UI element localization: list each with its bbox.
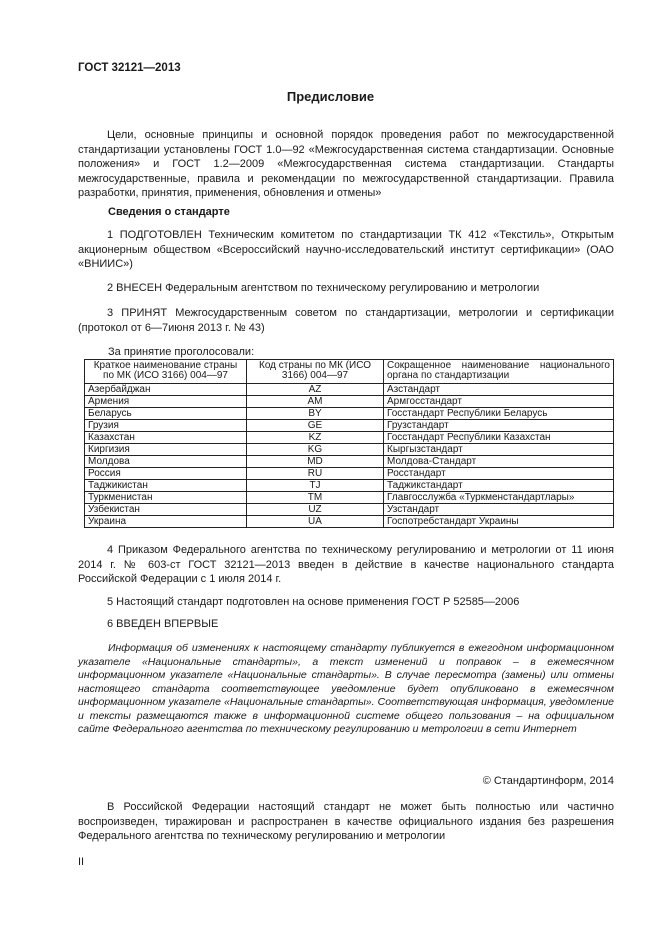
page-number: II	[78, 856, 85, 868]
table-row	[85, 516, 614, 528]
organ-cell: Узстандарт	[384, 504, 614, 516]
page-title: Предисловие	[286, 89, 375, 104]
country-cell: Туркменистан	[85, 492, 247, 504]
code-cell: UZ	[247, 504, 384, 516]
country-cell: Армения	[85, 396, 247, 408]
organ-cell: Кыргызстандарт	[384, 444, 614, 456]
country-cell: Беларусь	[85, 408, 247, 420]
intro-paragraph: Цели, основные принципы и основной порядок проведения работ по межгосударственной стандартизации установлены ГОСТ 1.0—92 «Межгосударственная система стандартизации. Основные положения» и ГОСТ 1.2—2009 «Межгосударственная система стандартизации. Стандарты межгосударственные, правила и рекомендации по межгосударственной стандартизации. Правила разработки, принятия, применения, обновления и отмены»	[78, 129, 614, 199]
item-1: 1 ПОДГОТОВЛЕН Техническим комитетом по стандартизации ТК 412 «Текстиль», Открытым акционерным обществом «Всероссийский научно-исследовательский институт сертификации» (ОАО «ВНИИС»)	[78, 229, 614, 270]
code-cell: KZ	[247, 432, 384, 444]
organ-cell: Грузстандарт	[384, 420, 614, 432]
item-2: 2 ВНЕСЕН Федеральным агентством по техническому регулированию и метрологии	[107, 282, 540, 294]
country-cell: Молдова	[85, 456, 247, 468]
table-header-row	[85, 360, 614, 384]
table-row	[85, 456, 614, 468]
organ-cell: Госпотребстандарт Украины	[384, 516, 614, 528]
header-organ: Сокращенное наименование национального органа по стандартизации	[384, 360, 614, 384]
code-cell: AZ	[247, 384, 384, 396]
table-row	[85, 504, 614, 516]
organ-cell: Госстандарт Республики Беларусь	[384, 408, 614, 420]
organ-cell: Росстандарт	[384, 468, 614, 480]
vote-table	[84, 359, 614, 528]
rights-paragraph: В Российской Федерации настоящий стандарт не может быть полностью или частично воспроизведен, тиражирован и распространен в качестве официального издания без разрешения Федерального агентства по техническому регулированию и метрологии	[78, 801, 614, 842]
header-country: Краткое наименование страны по МК (ИСО 3166) 004—97	[85, 360, 247, 384]
table-row	[85, 408, 614, 420]
code-cell: MD	[247, 456, 384, 468]
copyright: © Стандартинформ, 2014	[482, 775, 614, 787]
document-code: ГОСТ 32121—2013	[78, 62, 181, 74]
code-cell: GE	[247, 420, 384, 432]
organ-cell: Молдова-Стандарт	[384, 456, 614, 468]
vote-label: За принятие проголосовали:	[108, 346, 255, 358]
organ-cell: Госстандарт Республики Казахстан	[384, 432, 614, 444]
organ-cell: Азстандарт	[384, 384, 614, 396]
table-row	[85, 480, 614, 492]
item-5: 5 Настоящий стандарт подготовлен на основе применения ГОСТ Р 52585—2006	[107, 596, 520, 608]
table-row	[85, 468, 614, 480]
table-row	[85, 492, 614, 504]
country-cell: Киргизия	[85, 444, 247, 456]
item-4: 4 Приказом Федерального агентства по техническому регулированию и метрологии от 11 июня 2014 г. № 603-ст ГОСТ 32121—2013 введен в действие в качестве национального стандарта Российской Федерации с 1 июля 2014 г.	[78, 544, 614, 585]
item-6: 6 ВВЕДЕН ВПЕРВЫЕ	[107, 618, 219, 630]
country-cell: Украина	[85, 516, 247, 528]
organ-cell: Главгосслужба «Туркменстандартлары»	[384, 492, 614, 504]
publication-notice: Информация об изменениях к настоящему стандарту публикуется в ежегодном информационном указателе «Национальные стандарты», а текст изменений и поправок – в ежемесячном информационном указателе «Национальные стандарты». В случае пересмотра (замены) или отмены настоящего стандарта соответствующее уведомление будет опубликовано в ежемесячном информационном указателе «Национальные стандарты». Соответствующая информация, уведомление и тексты размещаются также в информационной системе общего пользования – на официальном сайте Федерального агентства по техническому регулированию и метрологии в сети Интернет	[78, 642, 614, 735]
code-cell: TJ	[247, 480, 384, 492]
code-cell: RU	[247, 468, 384, 480]
code-cell: TM	[247, 492, 384, 504]
code-cell: UA	[247, 516, 384, 528]
country-cell: Казахстан	[85, 432, 247, 444]
item-3: 3 ПРИНЯТ Межгосударственным советом по стандартизации, метрологии и сертификации (протокол от 6—7июня 2013 г. № 43)	[78, 307, 614, 334]
country-cell: Россия	[85, 468, 247, 480]
country-cell: Узбекистан	[85, 504, 247, 516]
country-cell: Азербайджан	[85, 384, 247, 396]
organ-cell: Таджикстандарт	[384, 480, 614, 492]
header-code: Код страны по МК (ИСО 3166) 004—97	[247, 360, 384, 384]
code-cell: KG	[247, 444, 384, 456]
country-cell: Таджикистан	[85, 480, 247, 492]
code-cell: BY	[247, 408, 384, 420]
table-row	[85, 384, 614, 396]
country-cell: Грузия	[85, 420, 247, 432]
table-row	[85, 396, 614, 408]
code-cell: AM	[247, 396, 384, 408]
organ-cell: Армгосстандарт	[384, 396, 614, 408]
table-row	[85, 444, 614, 456]
table-row	[85, 420, 614, 432]
section-title: Сведения о стандарте	[108, 206, 230, 218]
table-row	[85, 432, 614, 444]
